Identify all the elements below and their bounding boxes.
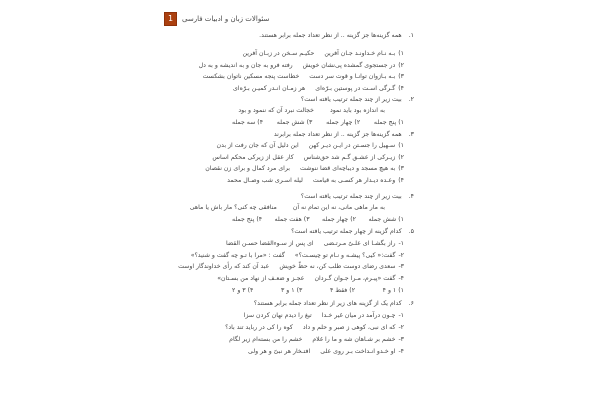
choice-text: هفت جمله — [274, 216, 302, 223]
question-5-statement-row — [291, 228, 414, 236]
question-1-statement-row — [259, 32, 414, 40]
option-marker: ۱) — [398, 142, 404, 149]
option-marker: ۴- — [398, 275, 404, 282]
q4-choices-row — [232, 216, 404, 224]
q6-option-1-second-hemistich: تیغ را دیدم نهان کردن سزا — [243, 312, 312, 319]
option-marker: ۴) — [398, 177, 404, 184]
q2-verse-first-hemistich: به اندازه بود باید نمود — [329, 107, 385, 114]
q6-option-4-first-hemistich — [320, 348, 404, 356]
option-marker: ۲) — [398, 154, 404, 161]
choice-marker: ۱) — [398, 216, 404, 223]
q6-option-3-second-hemistich: خشم را من بسته‌ام زیر لگام — [229, 336, 303, 343]
q6-option-2-second-hemistich: کوه را کی در رباید تند باد؟ — [225, 324, 293, 331]
q1-option-2-first-hemistich — [303, 62, 404, 70]
option-marker: ۳) — [398, 165, 404, 172]
q5-choice-3 — [281, 287, 302, 295]
choice-text: سه جمله — [232, 119, 256, 126]
q1-option-4-second-hemistich: هر زمـان انـدر کمیـن بـرّه‌ای — [233, 85, 306, 92]
hemistich-text: که ای نبی، کوهی ز صبر و حلم و داد — [302, 324, 396, 331]
hemistich-text: وعـده دیـدار هر کسـی به قیامت — [312, 177, 396, 184]
q3-option-2-second-hemistich: کار عقل از زیرکی محکم اساس — [212, 154, 294, 161]
choice-text: چهار جمله — [321, 216, 349, 223]
question-5-statement: کدام گزینه از چهار جمله ترتیب یافته است؟ — [291, 228, 402, 235]
option-marker: ۳) — [398, 73, 404, 80]
question-4-statement-row — [301, 193, 414, 201]
q5-choice-1 — [383, 287, 404, 295]
q3-option-3-second-hemistich: برای مرد کمال و برای زن نقصان — [205, 165, 291, 172]
hemistich-text: گـرگی اسـت در پوستین بـرّه‌ای — [315, 85, 396, 92]
q1-option-2-second-hemistich: رفته فرو به جان و به اندیشه و به دل — [198, 62, 293, 69]
q2-choice-3 — [277, 119, 313, 127]
q5-option-2-second-hemistich: گفت : «مرا با تـو چه گفت و شنید؟» — [190, 252, 285, 259]
q3-option-1-second-hemistich: این دلیل آن که جان رفت از بدن — [216, 142, 299, 149]
q4-verse-second-hemistich: منافقی چه کنی؟ مار باش یا ماهی — [189, 204, 277, 211]
hemistich-text: چـون درآمد در میان غیر خـدا — [321, 312, 396, 319]
q5-option-3-first-hemistich — [279, 263, 404, 271]
q3-option-4 — [227, 177, 404, 185]
q5-option-4-second-hemistich: عجـز و ضعـف از نهاد من بسـتان» — [217, 275, 305, 282]
q5-choices-row — [232, 287, 404, 295]
q6-option-3 — [229, 336, 404, 344]
q1-option-4 — [233, 85, 404, 93]
q1-option-4-first-hemistich — [315, 85, 404, 93]
option-marker: ۳- — [398, 336, 404, 343]
q6-option-1 — [244, 312, 404, 320]
choice-text: پنج جمله — [232, 216, 255, 223]
hemistich-text: بـه نـام خـداونـد جـان آفرین — [324, 50, 396, 57]
hemistich-text: سـهیل را جسـتن در ایـن دیـر کهن — [308, 142, 396, 149]
question-2-statement-row — [301, 96, 414, 104]
q1-option-2 — [199, 62, 404, 70]
q6-option-3-first-hemistich — [312, 336, 404, 344]
hemistich-text: او خـدو انـداخت بـر روی علی — [320, 348, 396, 355]
page-number-badge: 1 — [164, 12, 177, 26]
q2-choices-row — [232, 119, 404, 127]
q5-option-1-second-hemistich: ای پس از سـوءالقضا حسـن القضا — [225, 240, 314, 247]
question-5-number: ۵. — [408, 228, 414, 235]
q5-option-4 — [217, 275, 404, 283]
q5-option-1 — [226, 240, 404, 248]
hemistich-text: در جستجوی گمشده پی‌نشان خویش — [302, 62, 396, 69]
q1-option-1-first-hemistich — [324, 50, 404, 58]
q3-option-4-second-hemistich: لیله اسـری شب وصـال محمد — [227, 177, 303, 184]
hemistich-text: سعدی رضای دوست طلب کن، نه حظّ خویش — [279, 263, 396, 270]
q3-option-4-first-hemistich — [313, 177, 404, 185]
q1-option-1-second-hemistich: حکیـم سـخن در زبـان آفرین — [242, 50, 315, 57]
page-title: سئوالات زبان و ادبیات فارسی — [182, 15, 270, 23]
q3-option-3-first-hemistich — [300, 165, 404, 173]
hemistich-text: خشم بر شـاهان شه و ما را غلام — [312, 336, 396, 343]
hemistich-text: زیـرکی از عشـق گـم شد حق‌شناس — [303, 154, 396, 161]
q5-option-3-second-hemistich: عبد آن کند که رأی خداوندگار اوست — [178, 263, 270, 270]
question-1-statement: همه گزینه‌ها جز گزینه .. از نظر تعداد جمله برابر هستند. — [259, 32, 402, 39]
option-marker: ۳- — [398, 263, 404, 270]
choice-marker: ۳) — [306, 119, 313, 126]
hemistich-text: گفت «پیـرم، مـرا جـوان گـردان — [314, 275, 396, 282]
question-4-statement: بیت زیر از چند جمله ترتیب یافته است؟ — [300, 193, 402, 200]
choice-text: پنج جمله — [373, 119, 397, 126]
choice-marker: ۱) — [398, 119, 404, 126]
q5-option-2 — [191, 252, 404, 260]
q3-option-3 — [205, 165, 404, 173]
q6-option-2 — [225, 324, 404, 332]
q5-option-4-first-hemistich — [314, 275, 404, 283]
choice-text: ۱ و ۳ — [281, 287, 295, 294]
q6-option-2-first-hemistich — [303, 324, 404, 332]
question-2-statement: بیت زیر از چند جمله ترتیب یافته است؟ — [300, 96, 402, 103]
q5-choice-2 — [330, 287, 355, 295]
q2-choice-1 — [374, 119, 404, 127]
choice-text: فقط ۴ — [330, 287, 348, 294]
q1-option-1 — [242, 50, 404, 58]
question-6-statement-row — [254, 300, 414, 308]
choice-text: چهار جمله — [326, 119, 353, 126]
question-4-number: ۴. — [408, 193, 414, 200]
option-marker: ۱) — [398, 50, 404, 57]
q6-option-1-first-hemistich — [322, 312, 404, 320]
choice-marker: ۴) — [257, 119, 264, 126]
page-header — [164, 12, 269, 26]
q5-option-1-first-hemistich — [324, 240, 404, 248]
q5-option-3 — [178, 263, 404, 271]
q2-verse-second-hemistich: خجالت نبرد آن که ننمود و بود — [238, 107, 314, 114]
q4-verse-first-hemistich: به مار ماهی مانی، نه این تمام نه آن — [292, 204, 385, 211]
q5-option-2-first-hemistich — [295, 252, 404, 260]
q1-option-3 — [203, 73, 404, 81]
question-2-number: ۲. — [408, 96, 414, 103]
choice-marker: ۲) — [354, 119, 361, 126]
option-marker: ۱- — [398, 240, 404, 247]
hemistich-text: گفت:« کیی؟ پیشـه و نـام تو چیسـت؟» — [294, 252, 396, 259]
q1-option-3-first-hemistich — [309, 73, 404, 81]
q3-option-2-first-hemistich — [304, 154, 404, 162]
option-marker: ۲- — [398, 252, 404, 259]
option-marker: ۴- — [398, 348, 404, 355]
choice-marker: ۴) — [247, 287, 254, 294]
choice-text: ۳ و ۲ — [232, 287, 246, 294]
choice-marker: ۲) — [349, 287, 356, 294]
hemistich-text: راز بگشـا ای علـیّ مـرتـضی — [323, 240, 396, 247]
question-1-number: ۱. — [408, 32, 414, 39]
option-marker: ۲- — [398, 324, 404, 331]
q4-choice-4 — [232, 216, 262, 224]
q3-option-2 — [212, 154, 404, 162]
q5-choice-4 — [232, 287, 253, 295]
question-3-statement: همه گزینه‌ها جز گزینه .. از نظر تعداد جمله برابرند — [273, 131, 402, 138]
choice-marker: ۱) — [398, 287, 404, 294]
hemistich-text: بـه بـازوان توانـا و قوت سر دست — [309, 73, 396, 80]
choice-text: شش جمله — [368, 216, 397, 223]
option-marker: ۴) — [398, 85, 404, 92]
option-marker: ۱- — [398, 312, 404, 319]
choice-text: ۱ و ۴ — [382, 287, 397, 294]
q6-option-4 — [248, 348, 404, 356]
question-6-number: ۶. — [408, 300, 414, 307]
question-3-number: ۳. — [408, 131, 414, 138]
q3-option-1-first-hemistich — [309, 142, 404, 150]
option-marker: ۲) — [398, 62, 404, 69]
question-3-statement-row — [274, 131, 414, 139]
choice-marker: ۳) — [296, 287, 303, 294]
choice-marker: ۴) — [256, 216, 263, 223]
q4-choice-2 — [322, 216, 356, 224]
q2-choice-2 — [326, 119, 360, 127]
q2-verse — [238, 107, 385, 115]
choice-marker: ۳) — [303, 216, 310, 223]
q6-option-4-second-hemistich: افتـخار هر نبیّ و هر ولی — [248, 348, 311, 355]
question-6-statement: کدام یک از گزینه های زیر از نظر تعداد جمله برابر هستند؟ — [253, 300, 402, 307]
choice-marker: ۲) — [350, 216, 356, 223]
q2-choice-4 — [232, 119, 263, 127]
q1-option-3-second-hemistich: خطاست پنجه مسکین ناتوان بشکست — [202, 73, 300, 80]
q3-option-1 — [217, 142, 404, 150]
q4-verse — [190, 204, 385, 212]
hemistich-text: به هیچ مسجد و دیباچه‌ای قضا ننوشت — [300, 165, 396, 172]
q4-choice-1 — [368, 216, 404, 224]
q4-choice-3 — [275, 216, 310, 224]
choice-text: شش جمله — [276, 119, 305, 126]
